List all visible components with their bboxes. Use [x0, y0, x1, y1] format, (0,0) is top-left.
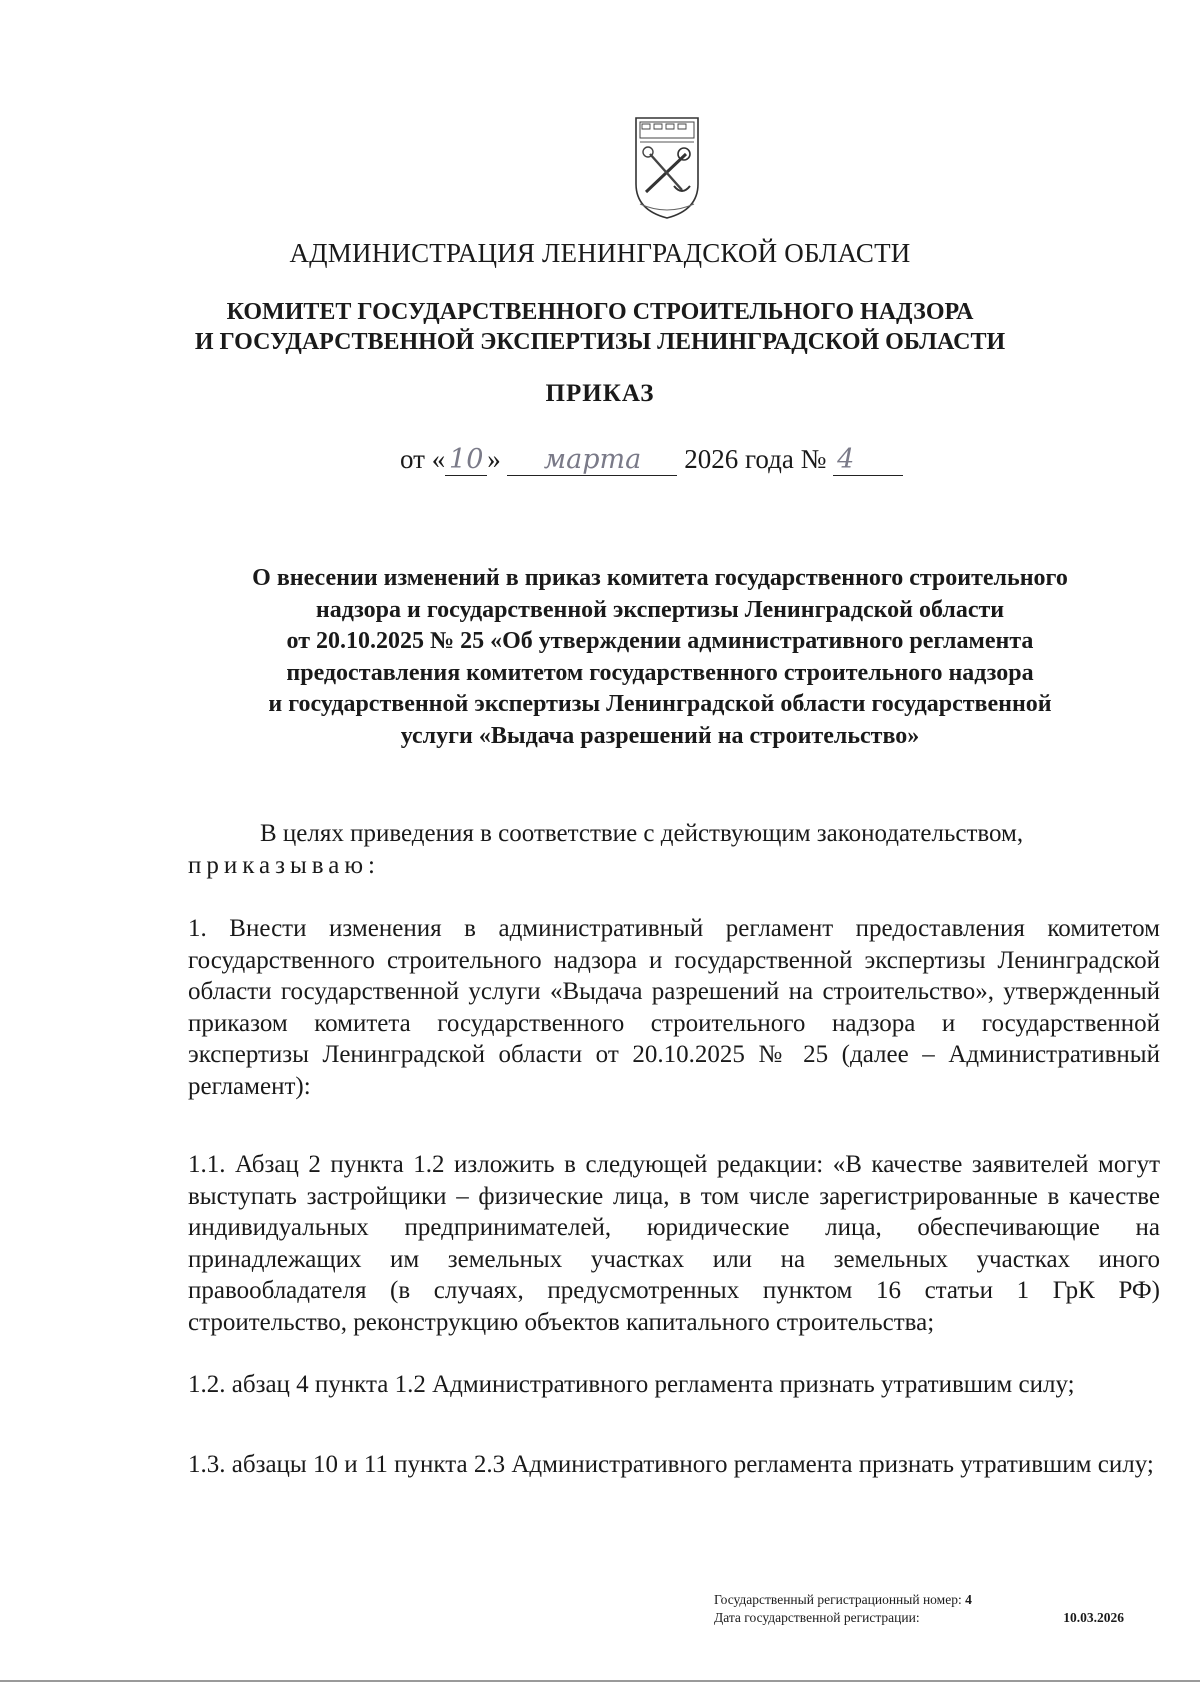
item-1-2-paragraph: 1.2. абзац 4 пункта 1.2 Административного регламента признать утратившим силу; — [188, 1371, 1075, 1398]
handwritten-month: марта — [507, 444, 677, 476]
title-line: надзора и государственной экспертизы Ленинградской области — [315, 596, 1005, 623]
title-line: от 20.10.2025 № 25 «Об утверждении административного регламента — [286, 628, 1034, 654]
scan-edge-divider — [0, 1680, 1200, 1682]
committee-line-1: КОМИТЕТ ГОСУДАРСТВЕННОГО СТРОИТЕЛЬНОГО НАДЗОРА — [226, 299, 974, 325]
registration-date-label: Дата государственной регистрации: — [714, 1610, 920, 1625]
date-prefix: от « — [400, 444, 446, 474]
committee-heading — [0, 297, 1200, 357]
handwritten-number: 4 — [833, 444, 903, 476]
item-1-paragraph: 1. Внести изменения в административный регламент предоставления комитетом государственного строительного надзора и государственной экспертизы Ленинградской области государственной услуги «Выдача разрешений на строительство», утвержденный приказом комитета государственного строительного надзора и государственной экспертизы Ленинградской области от 20.10.2025 № 25 (далее – Административный регламент): — [188, 915, 1160, 1100]
registration-date-row — [714, 1609, 1124, 1627]
title-line: и государственной экспертизы Ленинградской области государственной — [268, 691, 1052, 717]
order-word: приказываю: — [188, 851, 380, 879]
number-sign: № — [800, 444, 827, 474]
registration-number-row — [714, 1591, 1124, 1609]
title-line: услуги «Выдача разрешений на строительство» — [400, 722, 920, 749]
document-type: ПРИКАЗ — [545, 380, 655, 407]
date-year: 2026 года — [684, 444, 794, 474]
date-line — [400, 444, 903, 476]
document-title — [150, 563, 1170, 752]
handwritten-day: 10 — [445, 444, 487, 476]
administration-heading: АДМИНИСТРАЦИЯ ЛЕНИНГРАДСКОЙ ОБЛАСТИ — [289, 238, 911, 268]
item-1-3-paragraph: 1.3. абзацы 10 и 11 пункта 2.3 Административного регламента признать утратившим силу; — [188, 1451, 1154, 1478]
committee-line-2: И ГОСУДАРСТВЕННОЙ ЭКСПЕРТИЗЫ ЛЕНИНГРАДСКОЙ ОБЛАСТИ — [194, 329, 1006, 355]
intro-paragraph — [188, 818, 1160, 881]
intro-text: В целях приведения в соответствие с действующим законодательством, — [260, 820, 1024, 847]
registration-number-value: 4 — [965, 1592, 972, 1607]
registration-date-value: 10.03.2026 — [1063, 1610, 1124, 1625]
date-close-quote: » — [487, 444, 501, 474]
item-1-1-paragraph: 1.1. Абзац 2 пункта 1.2 изложить в следующей редакции: «В качестве заявителей могут выступать застройщики – физические лица, в том числе зарегистрированные в качестве индивидуальных предпринимателей, юридические лица, обеспечивающие на принадлежащих им земельных участках или на земельных участках иного правообладателя (в случаях, предусмотренных пунктом 16 статьи 1 ГрК РФ) строительство, реконструкцию объектов капитального строительства; — [188, 1151, 1160, 1336]
registration-stamp — [714, 1591, 1124, 1627]
registration-number-label: Государственный регистрационный номер: — [714, 1592, 962, 1607]
title-line: О внесении изменений в приказ комитета государственного строительного — [252, 565, 1068, 591]
coat-of-arms-icon — [632, 114, 702, 222]
title-line: предоставления комитетом государственного строительного надзора — [286, 659, 1034, 686]
